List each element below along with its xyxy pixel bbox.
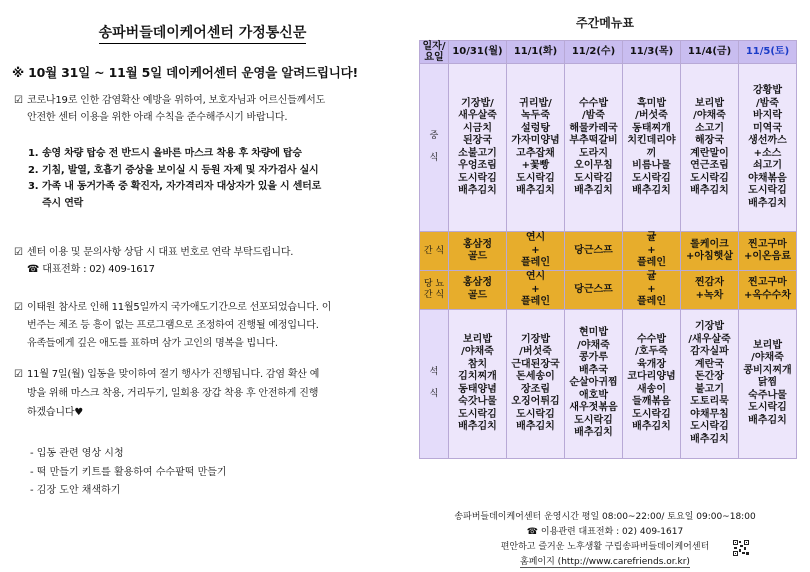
rule-item: 1. 송영 차량 탑승 전 반드시 올바른 마스크 착용 후 차량에 탑승 <box>28 148 302 159</box>
menu-corner-label: 일자/ 요일 <box>420 41 449 64</box>
menu-cell <box>565 232 623 271</box>
menu-item: 닭찜 <box>757 377 778 389</box>
menu-item: 도라지 <box>579 147 608 159</box>
menu-item: 보리밥 <box>753 339 782 351</box>
menu-item: 새송이 <box>637 383 666 395</box>
menu-item: 홍삼정 <box>463 277 492 289</box>
menu-item: /야채죽 <box>461 346 494 357</box>
menu-item: 연근조림 <box>690 160 729 171</box>
menu-item: 골드 <box>467 289 488 301</box>
menu-item: 참치 <box>467 358 488 370</box>
menu-item: 현미밥 <box>579 327 608 339</box>
menu-day-header: 11/4(금) <box>681 41 739 64</box>
menu-item: 돈간장 <box>695 371 724 382</box>
menu-item: 도시락김 <box>748 402 787 414</box>
menu-row <box>420 64 797 232</box>
mourning-notice: ☑ 이태원 참사로 인해 11월5일까지 국가애도기간으로 선포되었습니다. 이 번주는 체조 등 흥이 없는 프로그램으로 조정하여 진행될 예정입니다. 유족들에게 깊은 애도를 표하며 삼가 고인의 명복을 빕니다. <box>14 299 394 353</box>
menu-cell <box>739 309 797 458</box>
menu-item: 배추김치 <box>748 414 787 426</box>
menu-item: 배추김치 <box>632 185 671 196</box>
menu-item: 콩가루 <box>579 352 608 364</box>
menu-item: /밤죽 <box>756 97 779 109</box>
menu-day-header: 11/1(화) <box>507 41 565 64</box>
menu-cell <box>681 271 739 310</box>
menu-item: 찐감자 <box>695 277 724 289</box>
menu-item: + <box>531 244 540 256</box>
menu-item: 배추김치 <box>574 185 613 196</box>
menu-row-label: 중 식 <box>420 64 449 232</box>
menu-item: 연시 <box>525 232 546 244</box>
menu-item: 배추국 <box>579 364 608 376</box>
menu-cell <box>681 309 739 458</box>
menu-item: +아침햇살 <box>685 251 734 262</box>
menu-item: 배추김치 <box>516 185 555 196</box>
menu-day-header: 11/2(수) <box>565 41 623 64</box>
menu-day-header: 11/5(토) <box>739 41 797 64</box>
menu-item: 소고기 <box>695 122 724 134</box>
menu-item: 보리밥 <box>695 97 724 109</box>
list-item: - 김장 도안 채색하기 <box>30 485 121 496</box>
menu-cell <box>565 64 623 232</box>
menu-day-header: 10/31(월) <box>449 41 507 64</box>
menu-cell <box>739 64 797 232</box>
menu-item: 녹두죽 <box>521 110 550 121</box>
menu-item: 소불고기 <box>458 147 497 159</box>
menu-item: 플레인 <box>637 296 666 307</box>
menu-item: 배추김치 <box>632 421 671 432</box>
menu-item: 오징어튀김 <box>511 396 560 407</box>
menu-item: 플레인 <box>637 257 666 269</box>
menu-item: 불고기 <box>695 383 724 395</box>
menu-item: 돈세송이 <box>516 371 555 382</box>
menu-item: 도시락김 <box>632 172 671 184</box>
rule-item: 3. 가족 내 동거가족 중 확진자, 자가격리자 대상자가 있을 시 센터로 <box>28 181 322 192</box>
menu-item: 숙주나물 <box>748 389 787 401</box>
safety-rules <box>28 146 388 212</box>
menu-item: 귤 <box>646 271 657 282</box>
menu-item: 시금치 <box>463 122 492 134</box>
menu-item: +꽃빵 <box>521 160 550 171</box>
menu-item: 된장국 <box>463 135 492 146</box>
menu-cell <box>681 64 739 232</box>
menu-item: 순살아귀찜 <box>569 377 618 389</box>
menu-item: 배추김치 <box>690 185 729 196</box>
menu-item: 귀리밥/ <box>519 97 552 109</box>
menu-item: 도시락김 <box>748 185 787 196</box>
menu-cell <box>565 271 623 310</box>
menu-cell <box>507 64 565 232</box>
menu-cell <box>739 271 797 310</box>
menu-item: 플레인 <box>521 296 550 307</box>
footer-homepage[interactable]: 홈페이지 (http://www.carefriends.or.kr) <box>520 557 690 567</box>
menu-item: 도시락김 <box>632 408 671 420</box>
menu-item: 코다리양념 <box>627 371 676 382</box>
menu-cell <box>623 232 681 271</box>
menu-item: +소스 <box>753 147 782 159</box>
menu-item: /밤죽 <box>582 110 605 121</box>
menu-item: 도시락김 <box>458 172 497 184</box>
menu-cell <box>623 64 681 232</box>
qr-code-icon[interactable] <box>733 540 749 556</box>
menu-item: 동태찌개 <box>632 122 671 134</box>
menu-item: 감자실파 <box>690 346 729 357</box>
menu-item: +이온음료 <box>743 251 792 262</box>
list-item: - 입동 관련 영상 시청 <box>30 448 124 459</box>
menu-item: 도토리묵 <box>690 396 729 407</box>
menu-item: 해장국 <box>695 135 724 146</box>
menu-item: 롤케이크 <box>690 238 729 250</box>
menu-item: 강황밥 <box>753 85 782 96</box>
menu-cell <box>507 309 565 458</box>
menu-item: 쇠고기 <box>753 160 782 171</box>
checkbox-icon: ☑ <box>14 302 23 313</box>
menu-item: + <box>647 283 656 295</box>
checkbox-icon: ☑ <box>14 95 23 106</box>
checkbox-icon: ☑ <box>14 247 23 258</box>
menu-item: /호두죽 <box>635 346 668 357</box>
menu-item: 새우살죽 <box>458 110 497 121</box>
menu-item: 김치찌개 <box>458 371 497 382</box>
rule-item: 2. 기침, 발열, 호흡기 증상을 보이실 시 등원 자제 및 자가검사 실시 <box>28 164 319 176</box>
menu-item: 야채무침 <box>690 408 729 420</box>
menu-item: 기장밥 <box>695 321 724 332</box>
menu-item: 배추김치 <box>748 197 787 209</box>
menu-item: 비름나물 <box>632 160 671 171</box>
menu-item: 홍삼정 <box>463 238 492 250</box>
menu-cell <box>449 309 507 458</box>
footer-inquiry: ☎ 이용관련 대표전화 : 02) 409-1617 <box>526 527 684 537</box>
list-item: - 떡 만들기 키트를 활용하여 수수팥떡 만들기 <box>30 466 227 478</box>
event-notice: ☑ 11월 7일(월) 입동을 맞이하여 절기 행사가 진행됩니다. 감염 확산 예 방을 위해 마스크 착용, 거리두기, 일회용 장갑 착용 후 안전하게 진행 하겠습니다♥ <box>14 365 394 422</box>
menu-item: 숙갓나물 <box>458 396 497 407</box>
menu-item: 흑미밥 <box>637 97 666 109</box>
menu-item: 도시락김 <box>458 408 497 420</box>
menu-item: 플레인 <box>521 257 550 269</box>
menu-cell <box>507 271 565 310</box>
menu-item: 배추김치 <box>458 185 497 196</box>
menu-cell <box>681 232 739 271</box>
menu-item: 계란국 <box>695 358 724 370</box>
menu-item: 당근스프 <box>574 283 613 295</box>
menu-item: 오이무침 <box>574 160 613 171</box>
menu-row <box>420 232 797 271</box>
menu-item: 해물카레국 <box>569 122 618 134</box>
menu-item: 야채볶음 <box>748 172 787 184</box>
menu-item: 수수밥 <box>637 333 666 345</box>
menu-item: 도시락김 <box>574 172 613 184</box>
menu-item: 계란말이 <box>690 147 729 159</box>
operation-headline: ※ 10월 31일 ~ 11월 5일 데이케어센터 운영을 알려드립니다! <box>12 65 359 80</box>
menu-item: /야채죽 <box>693 110 726 121</box>
menu-item: 배추김치 <box>458 421 497 432</box>
menu-item: 기장밥 <box>521 333 550 345</box>
menu-item: /야채죽 <box>751 352 784 364</box>
menu-item: 가자미양념 <box>511 135 560 146</box>
menu-item: 장조림 <box>521 383 550 395</box>
menu-row-label: 간 식 <box>420 232 449 271</box>
menu-item: 보리밥 <box>463 333 492 345</box>
event-items <box>30 445 227 501</box>
menu-cell <box>623 271 681 310</box>
menu-row-label: 당 뇨 간 식 <box>420 271 449 310</box>
menu-item: 새우젓볶음 <box>569 402 618 414</box>
menu-item: 찐고구마 <box>748 238 787 250</box>
menu-item: 귤 <box>646 232 657 244</box>
phone-icon: ☎ <box>526 527 538 537</box>
menu-item: 동태양념 <box>458 383 497 395</box>
menu-row-label: 석 식 <box>420 309 449 458</box>
rule-item-continued: 즉시 연락 <box>42 197 84 209</box>
menu-item: 기장밥/ <box>461 97 494 109</box>
menu-item: 배추김치 <box>690 433 729 445</box>
menu-item: 찐고구마 <box>748 277 787 289</box>
phone-number: 대표전화 : 02) 409-1617 <box>42 264 155 275</box>
menu-item: /버섯죽 <box>635 110 668 121</box>
menu-item: /새우살죽 <box>688 333 731 345</box>
covid-notice: ☑ 코로나19로 인한 감염확산 예방을 위하여, 보호자님과 어르신들께서도 안전한 센터 이용을 위한 아래 수칙을 준수해주시기 바랍니다. <box>14 92 394 126</box>
menu-item: 골드 <box>467 251 488 262</box>
menu-day-header: 11/3(목) <box>623 41 681 64</box>
menu-item: 미역국 <box>753 122 782 134</box>
menu-item: 배추김치 <box>574 427 613 439</box>
phone-icon: ☎ <box>27 264 40 275</box>
footer-slogan: 편안하고 즐거운 노후생활 구립송파버들데이케어센터 <box>500 542 710 552</box>
menu-cell <box>565 309 623 458</box>
menu-item: 도시락김 <box>516 408 555 420</box>
menu-cell <box>623 309 681 458</box>
menu-item: 바지락 <box>753 110 782 121</box>
menu-item: 도시락김 <box>574 414 613 426</box>
menu-item: 생선까스 <box>748 135 787 146</box>
menu-item: 고추잡채 <box>516 147 555 159</box>
contact-notice: ☑ 센터 이용 및 문의사항 상담 시 대표 번호로 연락 부탁드립니다. ☎ 대표전화 : 02) 409-1617 <box>14 244 394 278</box>
menu-row <box>420 309 797 458</box>
menu-item: 콩비지찌개 <box>743 364 792 376</box>
newsletter-title: 송파버들데이케어센터 가정통신문 <box>0 22 405 44</box>
menu-item: + <box>647 244 656 256</box>
menu-item: /야채죽 <box>577 339 610 351</box>
menu-cell <box>449 64 507 232</box>
menu-item: 당근스프 <box>574 244 613 256</box>
footer-hours: 송파버들데이케어센터 운영시간 평일 08:00~22:00/ 토요일 09:00~18:00 <box>454 512 756 522</box>
menu-item: 근대된장국 <box>511 358 560 370</box>
menu-item: +옥수수차 <box>743 289 792 301</box>
menu-item: 들깨볶음 <box>632 396 671 407</box>
menu-item: 도시락김 <box>516 172 555 184</box>
menu-item: 설렁탕 <box>521 122 550 134</box>
menu-item: 부추떡갈비 <box>569 135 618 146</box>
menu-item: 도시락김 <box>690 172 729 184</box>
menu-title: 주간메뉴표 <box>576 16 634 30</box>
checkbox-icon: ☑ <box>14 369 23 380</box>
menu-cell <box>739 232 797 271</box>
menu-item: 도시락김 <box>690 421 729 432</box>
menu-cell <box>449 232 507 271</box>
menu-cell <box>507 232 565 271</box>
menu-item: + <box>531 283 540 295</box>
menu-item: 우엉조림 <box>458 160 497 171</box>
menu-item: /버섯죽 <box>519 346 552 357</box>
menu-cell <box>449 271 507 310</box>
menu-item: 육개장 <box>637 358 666 370</box>
menu-item: 연시 <box>525 271 546 282</box>
menu-item: 배추김치 <box>516 421 555 432</box>
menu-item: 치킨데리야끼 <box>627 135 676 159</box>
weekly-menu-table <box>419 40 797 459</box>
menu-item: 애호박 <box>579 389 608 401</box>
menu-row <box>420 271 797 310</box>
menu-item: 수수밥 <box>579 97 608 109</box>
menu-item: +녹차 <box>695 289 724 301</box>
